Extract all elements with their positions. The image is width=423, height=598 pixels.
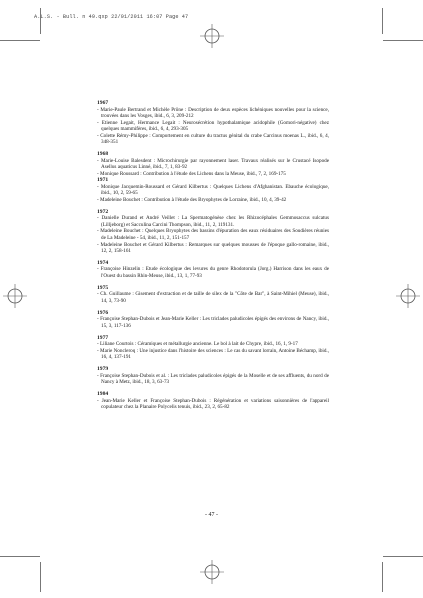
bibliography-entry: - Madeleine Bouchet et Gérard Kilbertus : Remarques sur quelques mousses de l'époque gallo-romaine, ibid., 12, 2, 158-161 [97,241,329,255]
bibliography-entry: - Madeleine Bouchet : Quelques Bryophytes des bassins d'épuration des eaux résiduaires des Soudières réunies de La Madeleine - 54, ibid., 11, 2, 151-157 [97,228,329,241]
crop-mark [0,40,40,41]
year-heading: 1979 [97,366,109,373]
registration-mark-top-icon [200,24,224,48]
bibliography-entry: - Marie Noncleroq : Une injustice dans l'histoire des sciences : Le cas du savant lorrain, Antoine Béchamp, ibid., 16, 4, 137-191 [97,347,329,361]
year-heading: 1971 [97,177,109,184]
bibliography-entry: - Marie-Paule Bertrand et Michèle Prône : Description de deux espèces lichéniques nouvelles pour la science, trouvées dans les Vosges, ibid., 6, 3, 209-212 [97,106,329,120]
crop-mark [383,556,423,557]
registration-mark-right-icon [396,284,420,308]
bibliography-entry: - Françoise Hinzelin : Etude écologique des levures du genre Rhodotorula (Jorg.) Harrison dans les eaux de l'Ouest du bassin Rhin-Meuse, ibid., 13, 1, 77-93 [97,266,329,280]
crop-mark [382,562,383,592]
bibliography-entry: - Colette Rémy-Philippe : Comportement en culture du tractus génital du crabe Carcinus moenas L., ibid., 6, 4, 348-351 [97,132,329,146]
page-number: - 47 - [205,512,218,518]
bibliography-entry: - Madeleine Bouchet : Contribution à l'étude des Bryophytes de Lorraine, ibid., 10, 4, 39-42 [97,196,287,203]
bibliography-entry: - Jean-Marie Keller et Françoise Stephan-Dubois : Régénération et variations saisonnières de l'appareil copulateur chez la Planaire Polycelis tenuis, ibid., 23, 2, 65-82 [97,397,329,411]
year-heading: 1977 [97,334,109,341]
bibliography-entry: - Liliane Courtois : Céramiques et métallurgie ancienne. Le bol à lait de Chypre, ibid., 16, 1, 9-17 [97,341,298,348]
year-heading: 1967 [97,100,109,106]
bibliography-entry: - Ch. Guillaume : Gisement d'extraction et de taille de silex de la "Côte de Bar", à Saint-Mihiel (Meuse), ibid., 14, 3, 73-90 [97,291,329,304]
crop-mark [383,40,423,41]
year-heading: 1972 [97,208,109,215]
bibliography-list [97,100,329,411]
year-heading: 1968 [97,151,109,158]
registration-mark-bottom-icon [200,560,224,584]
bibliography-entry: - Monique Roussard : Contribution à l'étude des Lichens dans la Meuse, ibid., 7, 2, 169-175 [97,170,286,177]
bibliography-entry: - Françoise Stephan-Dubois et al. : Les triclades paludicoles épigés de la Moselle et de ses affluents, du nord de Nancy à Metz, ibid., 18, 3, 63-73 [97,372,329,386]
crop-mark [40,562,41,592]
crop-mark [0,556,40,557]
bibliography-entry: - Etienne Legait, Hermance Legait : Neurosécrétion hypothalamique acidophile (Gomori-négative) chez quelques mammifères, ibid., 6, 4, 293-305 [97,119,329,133]
bibliography-entry: - Danielle Durand et André Veillet : La Spermatogénèse chez les Rhizocéphales Gemmosaccus sulcatus (Lilljeborg) et Sacculina Carcini Thompson, ibid., 11, 2, 119131. [97,215,329,228]
crop-mark [40,8,41,34]
bibliography-entry: - Françoise Stephan-Dubois et Jean-Marie Keller : Les triclades paludicoles épigés des environs de Nancy, ibid., 15, 3, 117-136 [97,316,329,329]
crop-mark [382,8,383,34]
bibliography-entry: - Monique Jacquemin-Roussard et Gérard Kilbertus : Quelques Lichens d'Afghanistan. Ebauche écologique, ibid., 10, 2, 59-65 [97,183,329,197]
year-heading: 1975 [97,284,109,291]
bibliography-entry: - Marie-Louise Balesdent : Microchirurgie par rayonnement laser. Travaux réalisés sur le Crustacé Isopode Asellus aquaticus Linné, ibid., 7, 1, 83-92 [97,157,329,171]
year-heading: 1974 [97,259,109,266]
registration-mark-left-icon [3,284,27,308]
year-heading: 1984 [97,391,109,398]
year-heading: 1976 [97,309,109,316]
print-slug: A.L.S. - Bull. n 49.qxp 22/01/2011 16:07 Page 47 [34,14,189,20]
